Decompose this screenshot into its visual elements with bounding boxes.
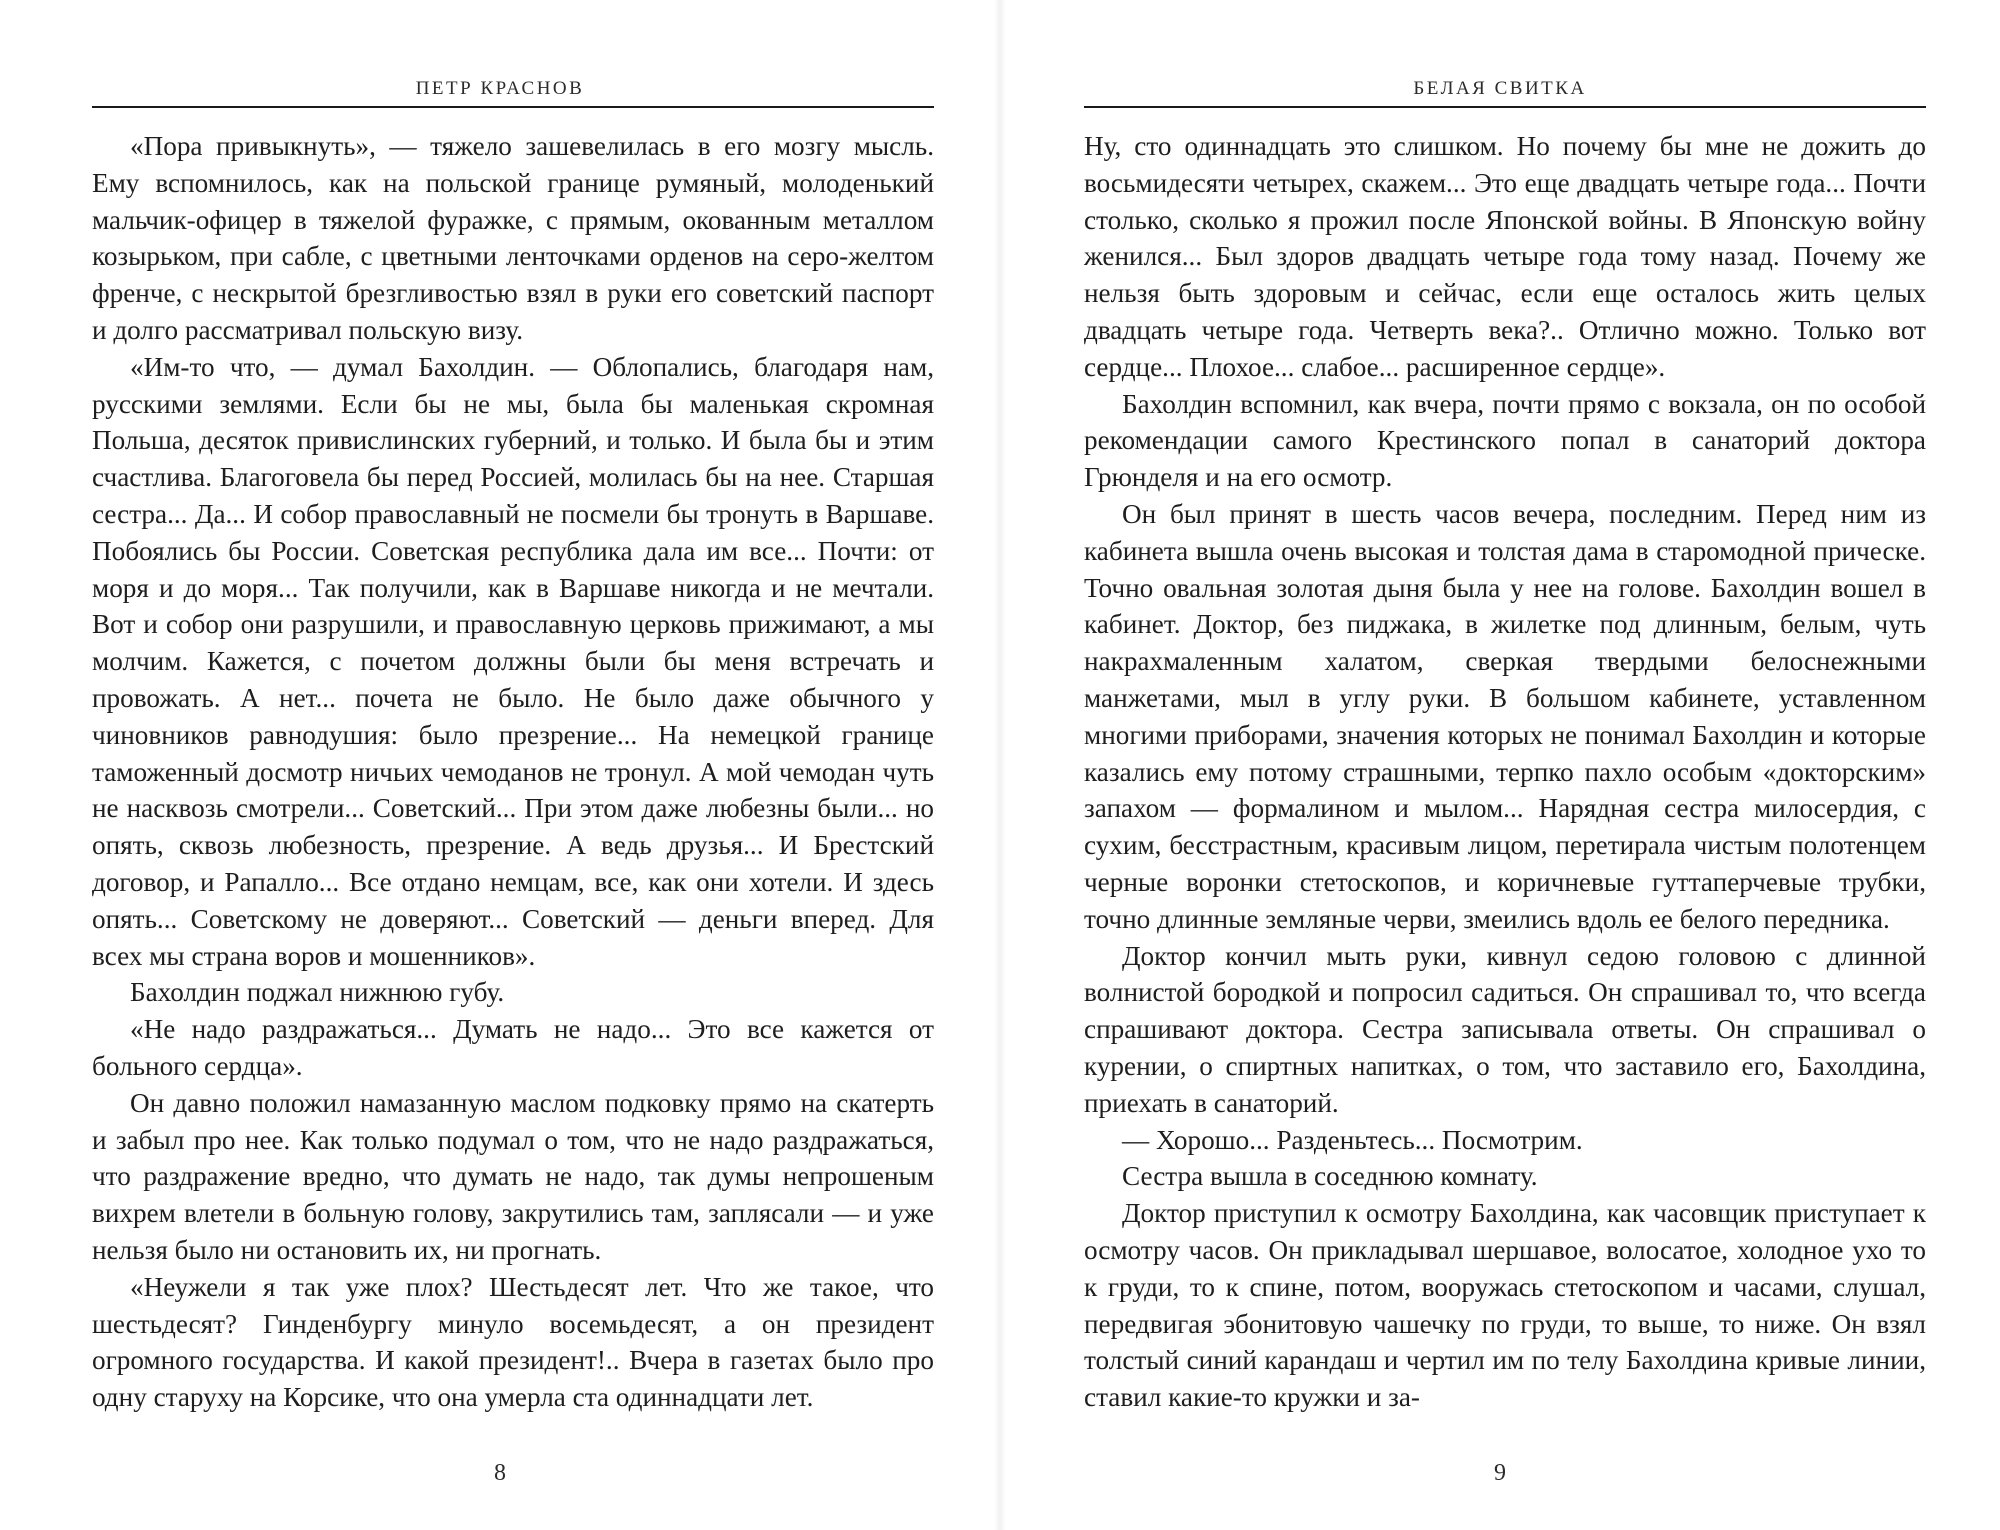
paragraph: «Пора привыкнуть», — тяжело зашевелилась в его мозгу мысль. Ему вспомнилось, как на польской границе румяный, молоденький мальчик-офицер в тяжелой фуражке, с прямым, окованным металлом козырьком, при сабле, с цветными ленточками орденов на серо-желтом френче, с нескрытой брезгливостью взял в руки его советский паспорт и долго рассматривал польскую визу. [92, 131, 934, 345]
paragraph: Ну, сто одиннадцать это слишком. Но почему бы мне не дожить до восьмидесяти четырех, скажем... Это еще двадцать четыре года... Почти столько, сколько я прожил после Японской войны. В Японскую войну женился... Был здоров двадцать четыре года тому назад. Почему же нельзя быть здоровым и сейчас, если еще осталось жить целых двадцать четыре года. Четверть века?.. Отлично можно. Только вот сердце... Плохое... слабое... расширенное сердце». [1084, 131, 1926, 382]
paragraph: «Неужели я так уже плох? Шестьдесят лет. Что же такое, что шестьдесят? Гинденбургу минуло восемьдесят, а он президент огромного государства. И какой президент!.. Вчера в газетах было про одну старуху на Корсике, что она умерла ста одиннадцати лет. [92, 1271, 934, 1413]
body-text [92, 128, 934, 1416]
paragraph: — Хорошо... Разденьтесь... Посмотрим. [1122, 1124, 1583, 1155]
page-number: 9 [1494, 1460, 1506, 1486]
paragraph: Доктор кончил мыть руки, кивнул седою головою с длинной волнистой бородкой и попросил садиться. Он спрашивал то, что всегда спрашивают доктора. Сестра записывала ответы. Он спрашивал о курении, о спиртных напитках, о том, что заставило его, Бахолдина, приехать в санаторий. [1084, 940, 1926, 1118]
header-rule [92, 106, 934, 108]
paragraph: Доктор приступил к осмотру Бахолдина, как часовщик приступает к осмотру часов. Он прикладывал шершавое, волосатое, холодное ухо то к груди, то к спине, потом, вооружась стетоскопом и часами, слушал, передвигая эбонитовую чашечку по груди, то выше, то ниже. Он взял толстый синий карандаш и чертил им по телу Бахолдина кривые линии, ставил какие-то кружки и за- [1084, 1198, 1926, 1413]
running-head-title: БЕЛАЯ СВИТКА [1413, 78, 1587, 99]
page-number: 8 [494, 1460, 506, 1486]
header-rule [1084, 106, 1926, 108]
paragraph: Бахолдин поджал нижнюю губу. [130, 977, 505, 1008]
running-head-author: ПЕТР КРАСНОВ [415, 78, 585, 99]
paragraph: Он давно положил намазанную маслом подковку прямо на скатерть и забыл про нее. Как только подумал о том, что не надо раздражаться, что раздражение вредно, что думать не надо, так думы непрошеным вихрем влетели в больную голову, закрутились там, заплясали — и уже нельзя было ни остановить их, ни прогнать. [92, 1087, 934, 1265]
paragraph: Сестра вышла в соседнюю комнату. [1122, 1161, 1538, 1192]
right-page [1000, 0, 2000, 1530]
paragraph: «Не надо раздражаться... Думать не надо... Это все кажется от больного сердца». [92, 1014, 934, 1081]
paragraph: Бахолдин вспомнил, как вчера, почти прямо с вокзала, он по особой рекомендации самого Крестинского попал в санаторий доктора Грюнделя и на его осмотр. [1084, 388, 1926, 493]
body-text [1084, 128, 1926, 1416]
paragraph: «Им-то что, — думал Бахолдин. — Облопались, благодаря нам, русскими землями. Если бы не мы, была бы маленькая скромная Польша, десяток привислинских губерний, и только. И была бы и этим счастлива. Благоговела бы перед Россией, молилась бы на нее. Старшая сестра... Да... И собор православный не посмели бы тронуть в Варшаве. Побоялись бы России. Советская республика дала им все... Почти: от моря и до моря... Так получили, как в Варшаве никогда и не мечтали. Вот и собор они разрушили, и православную церковь прижимают, а мы молчим. Кажется, с почетом должны были бы меня встречать и провожать. А нет... почета не было. Не было даже обычного у чиновников равнодушия: было презрение... На немецкой границе таможенный досмотр ничьих чемоданов не тронул. А мой чемодан чуть не насквозь смотрели... Советский... При этом даже любезны были... но опять, сквозь любезность, презрение. А ведь друзья... И Брестский договор, и Рапалло... Все отдано немцам, все, как они хотели. И здесь опять... Советскому не доверяют... Советский — деньги вперед. Для всех мы страна воров и мошенников». [92, 351, 934, 971]
paragraph: Он был принят в шесть часов вечера, последним. Перед ним из кабинета вышла очень высокая и толстая дама в старомодной прическе. Точно овальная золотая дыня была у нее на голове. Бахолдин вошел в кабинет. Доктор, без пиджака, в жилетке под длинным, белым, чуть накрахмаленным халатом, сверкая твердыми белоснежными манжетами, мыл в углу руки. В большом кабинете, уставленном многими приборами, значения которых не понимал Бахолдин и которые казались ему потому страшными, терпко пахло особым «докторским» запахом — формалином и мылом... Нарядная сестра милосердия, с сухим, бесстрастным, красивым лицом, перетирала чистым полотенцем черные воронки стетоскопов, и коричневые гуттаперчевые трубки, точно длинные земляные черви, змеились вдоль ее белого передника. [1084, 498, 1926, 934]
